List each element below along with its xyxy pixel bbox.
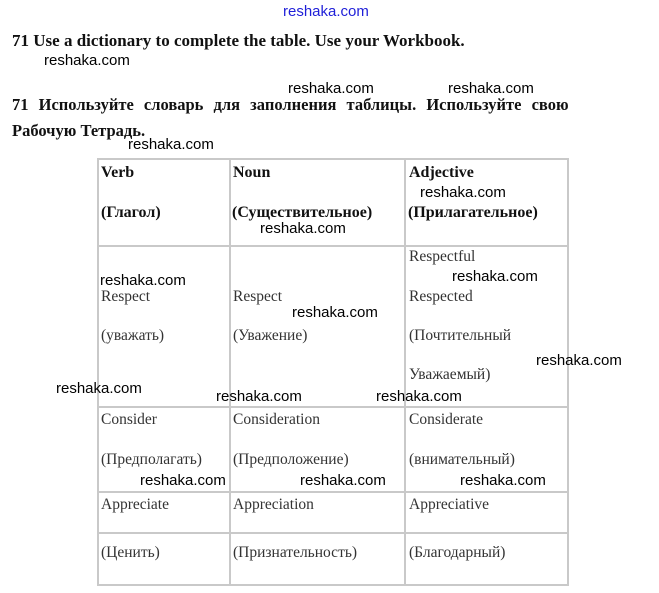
watermark: reshaka.com bbox=[288, 80, 374, 97]
watermark: reshaka.com bbox=[260, 220, 346, 237]
table-border-top bbox=[97, 158, 569, 160]
table-row-divider bbox=[97, 532, 569, 534]
watermark: reshaka.com bbox=[56, 380, 142, 397]
task-title-en: 71 Use a dictionary to complete the table. Use your Workbook. bbox=[12, 31, 465, 50]
table-col-divider bbox=[404, 158, 406, 586]
header-noun: Noun bbox=[233, 164, 271, 181]
watermark: reshaka.com bbox=[216, 388, 302, 405]
watermark: reshaka.com bbox=[100, 272, 186, 289]
header-noun-ru: (Существительное) bbox=[232, 204, 373, 221]
watermark: reshaka.com bbox=[460, 472, 546, 489]
cell-adjective-ru: (внимательный) bbox=[409, 451, 515, 468]
watermark: reshaka.com bbox=[536, 352, 622, 369]
cell-adjective-ru: Уважаемый) bbox=[409, 366, 491, 383]
cell-noun-ru: (Признательность) bbox=[233, 544, 358, 561]
table-border-right bbox=[567, 158, 569, 586]
cell-noun: Appreciation bbox=[233, 496, 314, 513]
task-title-ru-line1: 71 Используйте словарь для заполнения таблицы. Используйте свою bbox=[12, 95, 569, 114]
header-adjective-ru: (Прилагательное) bbox=[408, 204, 538, 221]
watermark: reshaka.com bbox=[452, 268, 538, 285]
cell-adjective: Respected bbox=[409, 288, 473, 305]
cell-adjective: Respectful bbox=[409, 248, 476, 265]
cell-verb-ru: (Предполагать) bbox=[101, 451, 202, 468]
cell-adjective: Appreciative bbox=[409, 496, 490, 513]
table-border-left bbox=[97, 158, 99, 586]
watermark: reshaka.com bbox=[44, 52, 130, 69]
cell-adjective: Considerate bbox=[409, 411, 484, 428]
task-title-ru-line2: Рабочую Тетрадь. bbox=[12, 121, 146, 140]
watermark: reshaka.com bbox=[128, 136, 214, 153]
header-verb-ru: (Глагол) bbox=[101, 204, 161, 221]
header-verb: Verb bbox=[101, 164, 135, 181]
cell-noun: Respect bbox=[233, 288, 283, 305]
cell-verb: Appreciate bbox=[101, 496, 169, 513]
table-border-bottom bbox=[97, 584, 569, 586]
watermark: reshaka.com bbox=[448, 80, 534, 97]
watermark-top: reshaka.com bbox=[283, 3, 369, 20]
cell-verb: Respect bbox=[101, 288, 151, 305]
table-row-divider bbox=[97, 245, 569, 247]
watermark: reshaka.com bbox=[140, 472, 226, 489]
watermark: reshaka.com bbox=[300, 472, 386, 489]
cell-noun: Consideration bbox=[233, 411, 320, 428]
cell-verb-ru: (уважать) bbox=[101, 327, 165, 344]
cell-noun-ru: (Уважение) bbox=[233, 327, 308, 344]
header-adjective: Adjective bbox=[409, 164, 474, 181]
cell-adjective-ru: (Благодарный) bbox=[409, 544, 506, 561]
watermark: reshaka.com bbox=[292, 304, 378, 321]
cell-verb-ru: (Ценить) bbox=[101, 544, 160, 561]
table-row-divider bbox=[97, 491, 569, 493]
table-col-divider bbox=[229, 158, 231, 586]
table-row-divider bbox=[97, 406, 569, 408]
cell-adjective-ru: (Почтительный bbox=[409, 327, 512, 344]
watermark: reshaka.com bbox=[420, 184, 506, 201]
watermark: reshaka.com bbox=[376, 388, 462, 405]
cell-noun-ru: (Предположение) bbox=[233, 451, 349, 468]
cell-verb: Consider bbox=[101, 411, 157, 428]
